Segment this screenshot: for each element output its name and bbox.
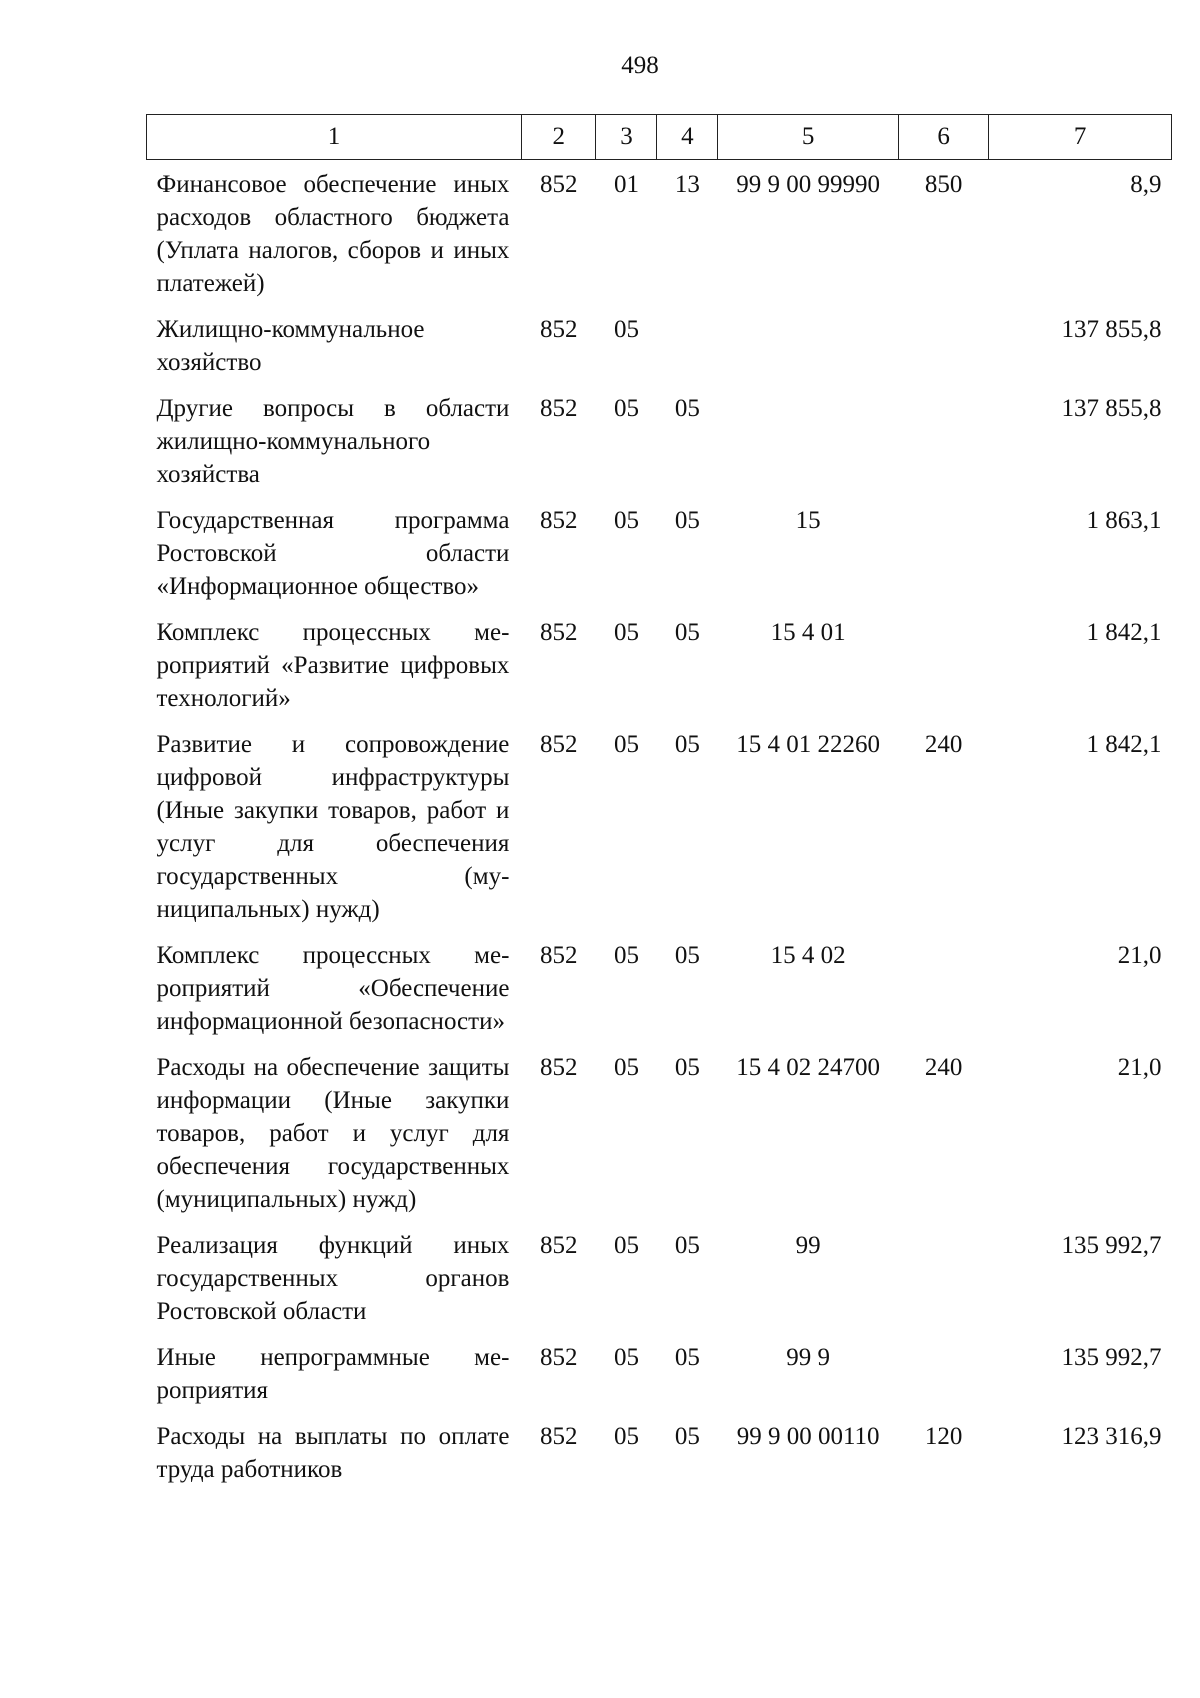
row-subsection-code: 05: [674, 1344, 700, 1371]
row-name: Финансовое обеспечение иных расходов областного бюджета (Уплата налогов, сборов и иных платежей): [156, 171, 510, 297]
row-ministry-code: 852: [539, 619, 578, 646]
row-amount: 137 855,8: [1061, 395, 1162, 422]
row-ministry-code: 852: [539, 395, 578, 422]
row-section-code: 05: [613, 316, 639, 343]
row-amount: 1 842,1: [1086, 731, 1162, 758]
row-subsection-code: 05: [674, 942, 700, 969]
table-row: [147, 313, 1172, 392]
row-expense-type: 240: [924, 1054, 963, 1081]
row-ministry-code: 852: [539, 1054, 578, 1081]
row-target-code: 99 9 00 00110: [736, 1423, 880, 1450]
row-target-code: 99: [795, 1232, 821, 1259]
row-ministry-code: 852: [539, 731, 578, 758]
row-expense-type: [898, 1229, 988, 1341]
row-amount: 21,0: [1117, 942, 1162, 969]
row-section-code: 05: [613, 1344, 639, 1371]
row-subsection-code: 13: [674, 171, 700, 198]
table-row: [147, 160, 1172, 314]
row-section-code: 05: [613, 731, 639, 758]
row-section-code: 01: [613, 171, 639, 198]
row-target-code: 15 4 01: [770, 619, 846, 646]
row-target-code: [718, 313, 899, 392]
row-subsection-code: [657, 313, 718, 392]
row-target-code: [718, 392, 899, 504]
row-target-code: 15 4 02: [770, 942, 846, 969]
header-col-4: 4: [657, 115, 718, 160]
row-subsection-code: 05: [674, 507, 700, 534]
row-amount: 1 863,1: [1086, 507, 1162, 534]
row-subsection-code: 05: [674, 1054, 700, 1081]
row-subsection-code: 05: [674, 1423, 700, 1450]
row-target-code: 15 4 02 24700: [736, 1054, 880, 1081]
row-expense-type: [898, 616, 988, 728]
table-row: [147, 1229, 1172, 1341]
row-subsection-code: 05: [674, 731, 700, 758]
row-name: Реализация функций иных государственных органов Ростовской области: [156, 1232, 510, 1325]
row-amount: 1 842,1: [1086, 619, 1162, 646]
row-expense-type: 240: [924, 731, 963, 758]
row-section-code: 05: [613, 395, 639, 422]
row-ministry-code: 852: [539, 1232, 578, 1259]
row-subsection-code: 05: [674, 1232, 700, 1259]
page-number: 498: [621, 52, 659, 79]
row-name: Расходы на обеспечение защиты информации (Иные закупки товаров, работ и услуг для обеспечения государственных (муниципальных) нужд): [156, 1054, 510, 1213]
table-row: [147, 504, 1172, 616]
row-subsection-code: 05: [674, 619, 700, 646]
table-row: [147, 939, 1172, 1051]
row-expense-type: [898, 1341, 988, 1420]
row-name: Развитие и сопровождение цифровой инфраструктуры (Иные закупки товаров, работ и услуг для обеспечения государственных (муниципальных) нужд): [156, 731, 510, 923]
row-section-code: 05: [613, 1232, 639, 1259]
header-row: [147, 115, 1172, 160]
row-amount: 135 992,7: [1061, 1232, 1162, 1259]
row-name: Другие вопросы в области жилищно-коммунального хозяйства: [156, 395, 510, 488]
row-ministry-code: 852: [539, 171, 578, 198]
row-section-code: 05: [613, 1054, 639, 1081]
table-row: [147, 1051, 1172, 1229]
row-target-code: 15: [795, 507, 821, 534]
header-col-3: 3: [596, 115, 657, 160]
row-expense-type: 120: [924, 1423, 963, 1450]
row-expense-type: [898, 939, 988, 1051]
row-name: Комплекс процессных мероприятий «Обеспечение информационной безопасности»: [156, 942, 510, 1035]
row-target-code: 99 9 00 99990: [736, 171, 880, 198]
header-col-7: 7: [989, 115, 1172, 160]
row-ministry-code: 852: [539, 316, 578, 343]
row-name: Расходы на выплаты по оплате труда работников: [156, 1423, 510, 1483]
row-name: Иные непрограммные мероприятия: [156, 1344, 510, 1404]
table-row: [147, 1420, 1172, 1499]
row-amount: 137 855,8: [1061, 316, 1162, 343]
row-ministry-code: 852: [539, 1344, 578, 1371]
row-name: Комплекс процессных мероприятий «Развитие цифровых технологий»: [156, 619, 510, 712]
row-target-code: 15 4 01 22260: [736, 731, 880, 758]
row-amount: 123 316,9: [1061, 1423, 1162, 1450]
row-amount: 135 992,7: [1061, 1344, 1162, 1371]
header-col-5: 5: [718, 115, 899, 160]
header-col-2: 2: [521, 115, 596, 160]
table-row: [147, 1341, 1172, 1420]
row-expense-type: [898, 392, 988, 504]
row-section-code: 05: [613, 942, 639, 969]
header-col-6: 6: [898, 115, 988, 160]
row-name: Жилищно-коммунальное хозяйство: [156, 316, 425, 376]
row-amount: 8,9: [1130, 171, 1162, 198]
row-expense-type: 850: [924, 171, 963, 198]
row-ministry-code: 852: [539, 507, 578, 534]
row-expense-type: [898, 313, 988, 392]
row-ministry-code: 852: [539, 1423, 578, 1450]
row-name: Государственная программа Ростовской области «Информационное общество»: [156, 507, 510, 600]
row-expense-type: [898, 504, 988, 616]
row-ministry-code: 852: [539, 942, 578, 969]
table-row: [147, 392, 1172, 504]
table-row: [147, 616, 1172, 728]
budget-table: [146, 114, 1172, 1499]
row-section-code: 05: [613, 507, 639, 534]
row-amount: 21,0: [1117, 1054, 1162, 1081]
row-target-code: 99 9: [786, 1344, 830, 1371]
header-col-1: 1: [147, 115, 522, 160]
row-subsection-code: 05: [674, 395, 700, 422]
row-section-code: 05: [613, 1423, 639, 1450]
row-section-code: 05: [613, 619, 639, 646]
table-row: [147, 728, 1172, 939]
